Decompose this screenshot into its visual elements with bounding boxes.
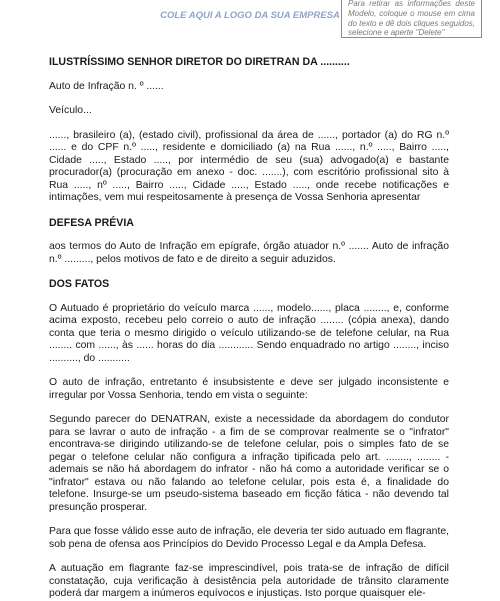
facts-heading: DOS FATOS [49, 278, 110, 290]
facts-paragraph: O Autuado é proprietário do veículo marca ......, modelo......, placa ........, e, conforme acima exposto, recebeu pelo correio o auto de infração ........ (cópia anexa), dando conta que teria o mesmo dirigido o veículo utilizando-se de telefone celular, na Rua ........ com ......, às ...... horas do dia ............ Sendo enquadrado no artigo ........, inciso .........., do ........... [49, 302, 449, 364]
document-body [49, 56, 449, 601]
infraction-number-line: Auto de Infração n. º ...... [49, 80, 164, 92]
qualification-paragraph: ......, brasileiro (a), (estado civil), profissional da área de ......, portador (a) do RG n.º ...... e do CPF n.º ....., residente e domiciliado (a) na Rua ......, n.º ....., Bairro ....., Cidade ....., Estado ....., por intermédio de seu (sua) advogado(a) e bastante procurador(a) (procuração em anexo - doc. .......), com escritório profissional sito à Rua ....., nº ....., Bairro ....., Cidade ....., Estado ....., onde recebe notificações e intimações, vem mui respeitosamente à presença de Vossa Senhoria apresentar [49, 129, 449, 203]
logo-placeholder: COLE AQUI A LOGO DA SUA EMPRESA [160, 10, 340, 21]
vehicle-line: Veículo... [49, 105, 92, 116]
defense-paragraph: aos termos do Auto de Infração em epígrafe, órgão atuador n.º ....... Auto de infração n.º ........., pelos motivos de fato e de direito a seguir aduzidos. [49, 241, 449, 265]
instructions-note-box[interactable]: Para retirar as informações deste Modelo, coloque o mouse em cima do texto e dê dois cliques seguidos, selecione e aperte "Delete" [341, 0, 482, 38]
facts-paragraph: Segundo parecer do DENATRAN, existe a necessidade da abordagem do condutor para se lavrar o auto de infração - a fim de se comprovar realmente se o "infrator" encontrava-se dirigindo utilizando-se de telefone celular, pois o simples fato de se pegar o telefone celular não configura a infração tipificada pelo art. ........, ........ - ademais se não há abordagem do infrator - não há como a autoridade verificar se o "infrator" estava ou não falando ao telefone celular, pois esta é, a finalidade do telefone. Insurge-se um pseudo-sistema baseado em ficção fática - não devendo tal presunção prosperar. [49, 414, 449, 513]
facts-paragraph: O auto de infração, entretanto é insubsistente e deve ser julgado inconsistente e irregular por Vossa Senhoria, tendo em vista o seguinte: [49, 377, 449, 401]
facts-paragraph: Para que fosse válido esse auto de infração, ele deveria ter sido autuado em flagrante, sob pena de ofensa aos Princípios do Devido Processo Legal e da Ampla Defesa. [49, 526, 449, 550]
defense-heading: DEFESA PRÉVIA [49, 216, 134, 229]
facts-paragraph: A autuação em flagrante faz-se imprescindível, pois trata-se de infração de difícil constatação, cuja verificação à desistência pela autoridade de trânsito claramente poderá dar margem a inúmeros equívocos e injustiças. Isto porque quaisquer ele- [49, 563, 449, 599]
addressee-heading: ILUSTRÍSSIMO SENHOR DIRETOR DO DIRETRAN DA .......... [49, 56, 350, 68]
